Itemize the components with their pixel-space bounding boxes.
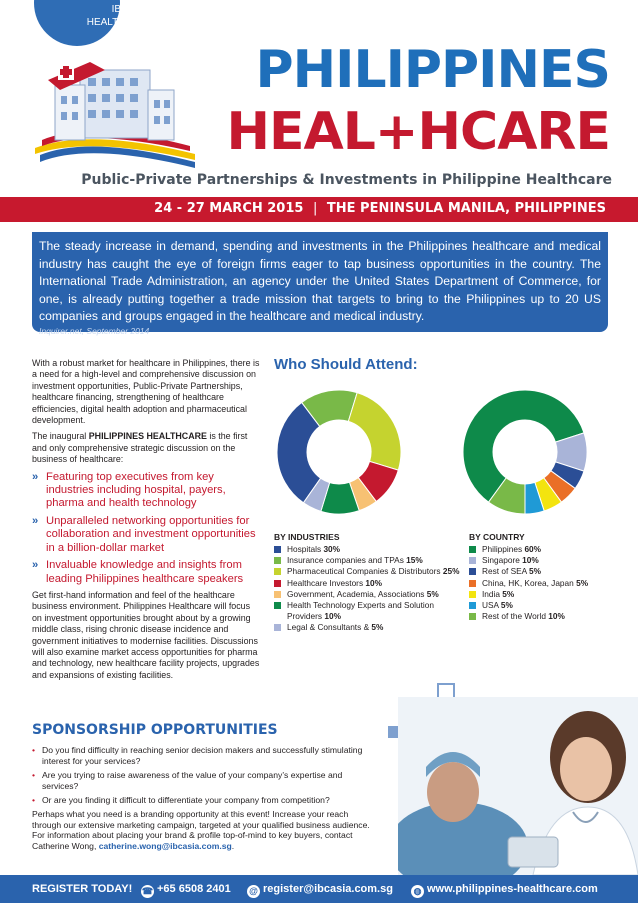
legend-value: 5% [500, 600, 513, 611]
legend-label: Rest of the World [482, 611, 549, 622]
intro-text: The steady increase in demand, spending and investments in the Philippines healthcare and medical industry has caught the eye of foreign firms eager to tap business opportunities in the country. The International Trade Administration, an agency under the United States Department of Commerce, for one, is already putting together a trade mission that targets to bring to the Philippines up to 20 US companies and groups engaged in the healthcare and medical industry. [39, 239, 601, 323]
ibc-healthcare-badge [34, 0, 154, 46]
event-venue: THE PENINSULA MANILA, PHILIPPINES [326, 201, 606, 216]
sponsorship-title: SPONSORSHIP OPPORTUNITIES [32, 722, 278, 738]
legend-label: USA [482, 600, 501, 611]
phone-icon: ☎ [141, 886, 154, 896]
country-legend [469, 532, 619, 622]
legend-item [274, 578, 464, 589]
country-legend-title: BY COUNTRY [469, 532, 525, 542]
legend-item [469, 600, 619, 611]
list-item: • Or are you finding it difficult to differentiate your company from competition? [32, 795, 330, 806]
legend-swatch [469, 557, 476, 564]
legend-swatch [274, 580, 281, 587]
list-item: • Do you find difficulty in reaching senior decision makers and successfully stimulating interest for your services? [32, 745, 363, 766]
legend-value: 30% [323, 544, 341, 554]
intro-source: Inquirer.net, September 2014 [39, 326, 150, 336]
list-item: » Featuring top executives from key industries including hospital, payers, pharma and health technology [32, 470, 226, 510]
legend-swatch [274, 602, 281, 609]
legend-item [274, 600, 464, 622]
chevron-right-icon: » [32, 559, 39, 572]
who-should-attend-title: Who Should Attend: [274, 356, 418, 373]
badge-line1: IBC [111, 4, 129, 15]
legend-item [469, 566, 619, 577]
pie-slice-industry-2 [348, 393, 401, 470]
legend-item [274, 566, 464, 577]
legend-item [469, 544, 619, 555]
country-donut-chart [463, 390, 587, 514]
list-item: » Invaluable knowledge and insights from leading Philippines healthcare speakers [32, 559, 244, 585]
legend-label: Philippines [482, 544, 525, 554]
legend-label: Pharmaceutical Companies & Distributors [287, 566, 443, 577]
legend-label: Health Technology Experts and Solution Providers [287, 600, 434, 622]
legend-swatch [469, 546, 476, 553]
legend-label: China, HK, Korea, Japan [482, 577, 577, 588]
industries-legend-title: BY INDUSTRIES [274, 532, 340, 542]
footer-website[interactable]: ◍ www.philippines-healthcare.com [411, 883, 598, 898]
footer-email[interactable]: @ register@ibcasia.com.sg [247, 883, 393, 898]
legend-label: Insurance companies and TPAs [287, 555, 407, 566]
country-legend-items [469, 544, 619, 622]
body-paragraph-1: With a robust market for healthcare in Philippines, there is a need for a high-level and comprehensive discussion on investment opportunities, Public-Private Partnerships, healthcare financing, strengthening of healthcare efficiencies, digital health adoption and pharmaceutical development. [32, 358, 260, 426]
event-date: 24 - 27 MARCH 2015 [154, 201, 304, 216]
legend-label: Singapore [482, 555, 523, 566]
legend-swatch [274, 591, 281, 598]
legend-value: 10% [522, 555, 539, 566]
title-philippines: PHILIPPINES [255, 40, 610, 100]
chevron-right-icon: » [32, 514, 39, 527]
legend-swatch [274, 546, 281, 553]
industries-legend [274, 532, 464, 634]
badge-line2: HEALTHCARE [86, 17, 154, 28]
industries-donut-chart [277, 390, 401, 514]
intro-box [32, 232, 608, 336]
body-left-column [32, 358, 260, 686]
legend-swatch [274, 624, 281, 631]
legend-value: 10% [548, 611, 565, 622]
legend-item [469, 578, 619, 589]
register-today-label: REGISTER TODAY! [32, 883, 133, 895]
legend-item [469, 589, 619, 600]
legend-label: Hospitals [287, 544, 324, 554]
legend-value: 10% [324, 611, 341, 622]
legend-swatch [469, 613, 476, 620]
legend-item [274, 555, 464, 566]
event-date-bar [0, 197, 638, 222]
legend-value: 60% [524, 544, 542, 554]
body-paragraph-3: Get first-hand information and feel of the healthcare business environment. Philippines Healthcare will focus on investment opportunities brought about by a growing middle class, rising chronic disease incidence and government initiatives to modernise facilities. Discussions will also examine market access opportunities for pharma and technology, new healthcare facility projects, upgrades and expansions of existing facilities. [32, 589, 260, 680]
sponsorship-questions [32, 745, 372, 810]
legend-label: Government, Academia, Associations [287, 588, 427, 599]
title-healthcare: HEAL+HCARE [226, 102, 610, 162]
contact-email-link[interactable]: catherine.wong@ibcasia.com.sg [98, 840, 232, 851]
legend-item [469, 611, 619, 622]
legend-value: 5% [426, 588, 439, 599]
legend-value: 5% [529, 566, 542, 577]
legend-item [274, 589, 464, 600]
legend-swatch [469, 602, 476, 609]
legend-swatch [469, 591, 476, 598]
footer-phone[interactable]: ☎ +65 6508 2401 [141, 883, 231, 896]
legend-value: 15% [406, 555, 423, 566]
legend-label: Rest of SEA [482, 566, 530, 577]
globe-icon: ◍ [411, 885, 424, 898]
email-icon: @ [247, 885, 260, 898]
doctor-photo [398, 697, 638, 875]
list-item: • Are you trying to raise awareness of the value of your company’s expertise and services? [32, 770, 343, 791]
legend-label: India [482, 588, 503, 599]
legend-item [469, 555, 619, 566]
legend-label: Legal & Consultants & [287, 622, 372, 633]
legend-swatch [469, 580, 476, 587]
legend-item [274, 622, 464, 633]
legend-value: 5% [502, 588, 515, 599]
legend-swatch [274, 557, 281, 564]
legend-value: 5% [576, 577, 589, 588]
legend-item [274, 544, 464, 555]
legend-value: 5% [371, 622, 384, 633]
chevron-right-icon: » [32, 470, 39, 483]
legend-label: Healthcare Investors [287, 577, 366, 588]
body-paragraph-2: The inaugural PHILIPPINES HEALTHCARE is the first and only comprehensive strategic discussion on the business of healthcare: [32, 431, 248, 465]
list-item: » Unparalleled networking opportunities for collaboration and investment opportunities in a billion-dollar market [32, 514, 256, 554]
footer-bar [0, 875, 638, 903]
event-name-bold: PHILIPPINES HEALTHCARE [88, 431, 207, 442]
legend-value: 25% [442, 566, 460, 577]
legend-swatch [274, 568, 281, 575]
industries-legend-items [274, 544, 464, 634]
tagline: Public-Private Partnerships & Investments in Philippine Healthcare [81, 172, 612, 188]
legend-swatch [469, 568, 476, 575]
event-separator: | [312, 201, 318, 216]
legend-value: 10% [365, 577, 383, 588]
sponsorship-paragraph: Perhaps what you need is a branding opportunity at this event! Increase your reach through our extensive marketing campaign, targeted at your qualified business audience. For information about placing your brand & profile top-of-mind to key buyers, contact Catherine Wong, catherine.wong@ibcasia.com.sg. [32, 809, 370, 851]
